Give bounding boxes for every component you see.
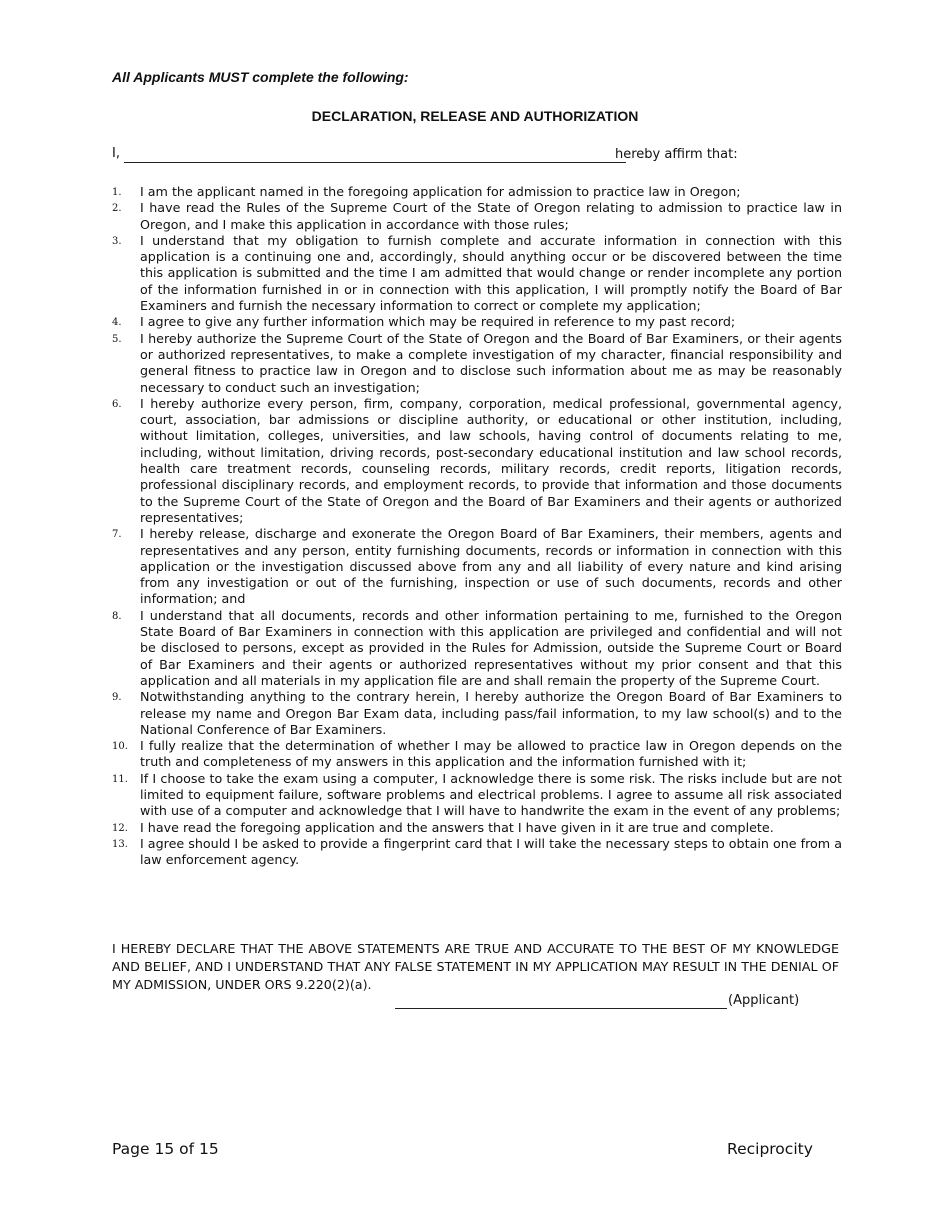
item-number: 2.: [112, 203, 122, 215]
page-number: Page 15 of 15: [112, 1140, 219, 1158]
item-text: I understand that all documents, records and other information pertaining to me, furnished to the Oregon State Board of Bar Examiners in connection with this application are privileged and confidential and will not be disclosed to persons, except as provided in the Rules for Admission, outside the Supreme Court or Board of Bar Examiners and their agents or authorized representatives without my prior consent and that this application and all materials in my application file are and shall remain the property of the Supreme Court.: [140, 607, 842, 688]
affirm-line: [112, 146, 852, 166]
item-text: I have read the Rules of the Supreme Court of the State of Oregon relating to admission to practice law in Oregon, and I make this application in accordance with those rules;: [140, 200, 842, 232]
item-text: I hereby release, discharge and exonerate the Oregon Board of Bar Examiners, their members, agents and representatives and any person, entity furnishing documents, records or information in connection with this application or the investigation discussed above from any and all liability of every nature and kind arising from any investigation or out of the furnishing, inspection or use of such documents, records and other information; and: [140, 526, 842, 607]
signature-label: (Applicant): [728, 993, 800, 1008]
item-number: 9.: [112, 692, 122, 704]
item-text: I understand that my obligation to furnish complete and accurate information in connection with this application is a continuing one and, accordingly, should anything occur or be discovered between the time this application is submitted and the time I am admitted that would change or render incomplete any portion of the information furnished in or in connection with this application, I will promptly notify the Board of Bar Examiners and furnish the necessary information to correct or complete my application;: [140, 232, 842, 314]
intro-heading: All Applicants MUST complete the following:: [112, 69, 409, 85]
list-item: [112, 200, 842, 233]
applicant-name-field[interactable]: [124, 162, 626, 163]
item-text: I fully realize that the determination of whether I may be allowed to practice law in Oregon depends on the truth and completeness of my answers in this application and the information furnished with it;: [140, 738, 842, 770]
item-text: I hereby authorize every person, firm, company, corporation, medical professional, governmental agency, court, association, bar admissions or discipline authority, or educational or other institution, including, without limitation, colleges, universities, and law schools, having control of documents relating to me, including, without limitation, driving records, post-secondary educational institution and law school records, health care treatment records, counseling records, military records, credit reports, litigation records, professional disciplinary records, and employment records, to provide that information and those documents to the Supreme Court of the State of Oregon and the Board of Bar Examiners and their agents or authorized representatives;: [140, 395, 842, 525]
list-item: [112, 331, 842, 396]
document-title: DECLARATION, RELEASE AND AUTHORIZATION: [311, 108, 639, 124]
list-item: [112, 738, 842, 771]
list-item: [112, 184, 842, 200]
item-number: 10.: [112, 741, 128, 753]
item-number: 6.: [112, 398, 122, 410]
item-number: 3.: [112, 235, 122, 247]
list-item: [112, 396, 842, 526]
list-item: [112, 820, 842, 836]
affirm-prefix: I,: [112, 146, 120, 161]
item-text: I hereby authorize the Supreme Court of the State of Oregon and the Board of Bar Examiners, or their agents or authorized representatives, to make a complete investigation of my character, financial responsibility and general fitness to practice law in Oregon and to disclose such information about me as may be reasonably necessary to conduct such an investigation;: [140, 330, 842, 395]
affirm-suffix: hereby affirm that:: [615, 147, 738, 162]
applicant-signature-field[interactable]: [395, 1008, 727, 1009]
item-number: 11.: [112, 773, 128, 785]
item-text: I have read the foregoing application and the answers that I have given in it are true and complete.: [140, 819, 774, 835]
list-item: [112, 608, 842, 689]
item-number: 1.: [112, 187, 122, 198]
item-number: 5.: [112, 333, 122, 345]
item-number: 8.: [112, 610, 122, 622]
signature-block: [395, 992, 815, 1012]
list-item: [112, 526, 842, 607]
item-text: I agree should I be asked to provide a fingerprint card that I will take the necessary steps to obtain one from a law enforcement agency.: [140, 835, 842, 868]
list-item: [112, 233, 842, 314]
declaration-list: [112, 184, 842, 868]
declaration-statement: I HEREBY DECLARE THAT THE ABOVE STATEMENTS ARE TRUE AND ACCURATE TO THE BEST OF MY KNOWLEDGE AND BELIEF, AND I UNDERSTAND THAT ANY FALSE STATEMENT IN MY APPLICATION MAY RESULT IN THE DENIAL OF MY ADMISSION, UNDER ORS 9.220(2)(a).: [112, 941, 839, 992]
list-item: [112, 836, 842, 869]
item-number: 7.: [112, 529, 122, 541]
item-number: 4.: [112, 317, 122, 329]
item-text: If I choose to take the exam using a computer, I acknowledge there is some risk. The risks include but are not limited to equipment failure, software problems and electrical problems. I agree to assume all risk associated with use of a computer and acknowledge that I will have to handwrite the exam in the event of any problems;: [140, 770, 842, 819]
list-item: [112, 771, 842, 820]
item-text: I agree to give any further information which may be required in reference to my past record;: [140, 314, 736, 330]
list-item: [112, 314, 842, 330]
list-item: [112, 689, 842, 738]
item-number: 13.: [112, 838, 128, 850]
item-text: I am the applicant named in the foregoing application for admission to practice law in Oregon;: [140, 184, 741, 199]
item-number: 12.: [112, 822, 128, 834]
footer-section: Reciprocity: [727, 1140, 813, 1158]
item-text: Notwithstanding anything to the contrary herein, I hereby authorize the Oregon Board of Bar Examiners to release my name and Oregon Bar Exam data, including pass/fail information, to my law school(s) and to the National Conference of Bar Examiners.: [140, 689, 842, 737]
